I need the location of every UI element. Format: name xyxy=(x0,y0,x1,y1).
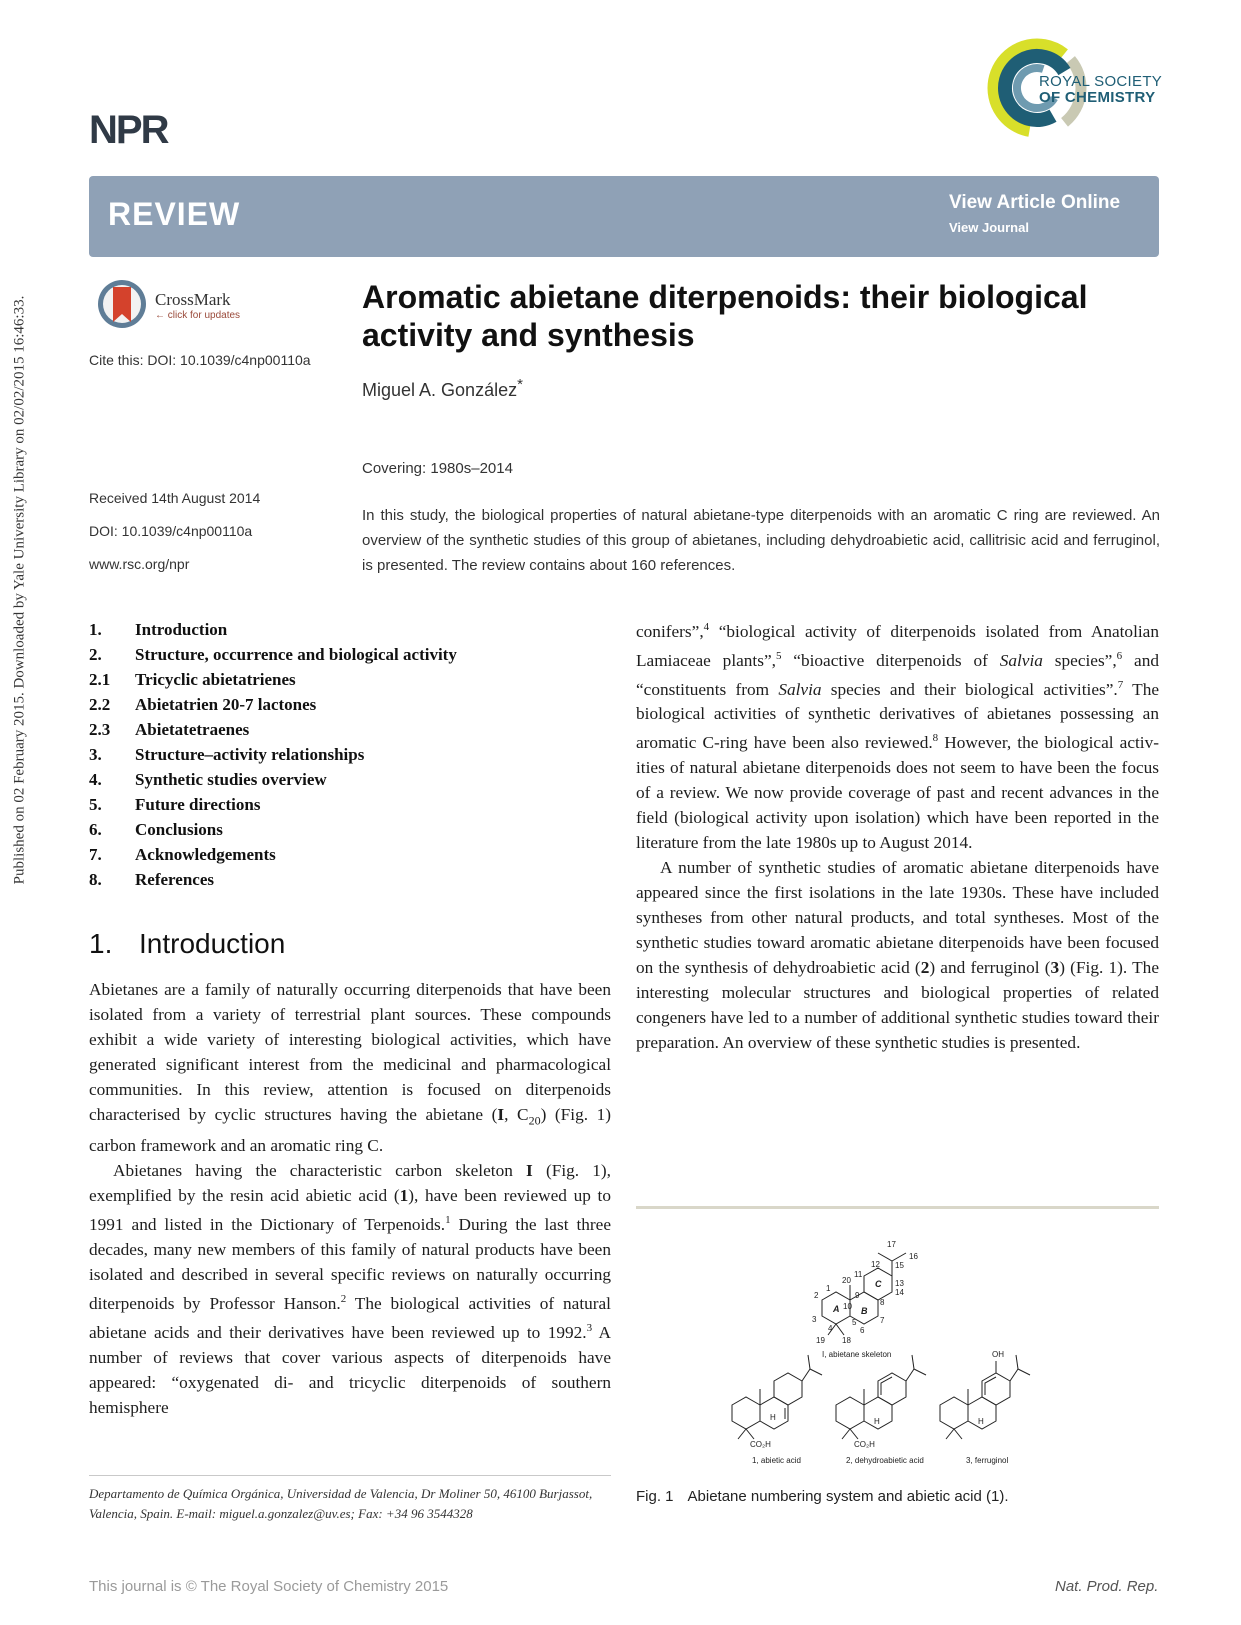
author-affiliation-footnote: Departamento de Química Orgánica, Universidad de Valencia, Dr Moliner 50, 46100 Burjassot, Valencia, Spain. E-mail: miguel.a.gonzalez@uv.es; Fax: +34 96 3544328 xyxy=(89,1486,593,1521)
body-paragraph: Abietanes are a family of naturally occurring diterpenoids that have been isolated from a variety of terrestrial plant sources. These compounds exhibit a wide variety of interesting biological activities, which have generated significant interest from the medicinal and pharmacological communities. In this review, attention is focused on diterpenoids characterised by cyclic structures having the abietane (I, $C_{20}$) (Fig. 1) carbon framework and an aromatic ring C. xyxy=(89,980,612,1156)
atom-number: 14 xyxy=(895,1288,904,1297)
toc-number: 6. xyxy=(89,820,102,839)
rsc-logo-line2: OF CHEMISTRY xyxy=(1039,89,1156,106)
toc-label: Conclusions xyxy=(135,820,223,839)
cite-doi: DOI: 10.1039/c4np00110a xyxy=(147,352,311,368)
skeleton-label: I, abietane skeleton xyxy=(822,1350,892,1359)
footer-copyright: This journal is © The Royal Society of Chemistry 2015 xyxy=(89,1578,449,1595)
crossmark-icon xyxy=(96,278,148,330)
toc-number: 7. xyxy=(89,845,102,864)
section-number: 1. xyxy=(89,928,113,959)
toc-label: Abietatrien 20-7 lactones xyxy=(135,695,317,714)
crossmark-subtitle: ← click for updates xyxy=(155,310,241,321)
toc-label: Abietatetraenes xyxy=(135,720,250,739)
atom-number: 2 xyxy=(814,1291,819,1300)
crossmark-title: CrossMark xyxy=(155,290,231,309)
body-text-left-column xyxy=(89,977,611,1420)
figure-caption xyxy=(636,1488,1009,1505)
carboxyl-label: CO₂H xyxy=(854,1440,875,1449)
figure-1-structures xyxy=(730,1225,1070,1475)
journal-abbreviation: NPR xyxy=(89,108,168,152)
crossmark-badge[interactable] xyxy=(96,278,246,334)
figure-caption-text: Abietane numbering system and abietic acid (1). xyxy=(687,1488,1009,1505)
compound-label: 1, abietic acid xyxy=(752,1456,801,1465)
carboxyl-label: CO₂H xyxy=(750,1440,771,1449)
toc-label: Introduction xyxy=(135,620,228,639)
toc-number: 2.3 xyxy=(89,720,111,739)
toc-item[interactable] xyxy=(89,692,609,717)
toc-label: Acknowledgements xyxy=(135,845,276,864)
ferruginol-bonds xyxy=(940,1355,1030,1439)
received-date: Received 14th August 2014 xyxy=(89,490,261,506)
atom-number: 16 xyxy=(909,1252,918,1261)
table-of-contents xyxy=(89,617,609,892)
body-paragraph: Abietanes having the characteristic carbon skeleton I (Fig. 1), exemplified by the resin acid abietic acid (1), have been reviewed up to 1991 and listed in the Dictionary of Terpenoids.$^1$ During the last three decades, many new members of this family of natural products have been isolated and described in several specific reviews on naturally occurring diterpenoids by Professor Hanson.$^2$ The biological activities of natural abietane acids and their derivatives have been reviewed up to 1992.$^3$ A number of reviews that cover various aspects of diterpenoids have appeared: “oxygenated di- and tricyclic diterpenoids of southern hemisphere xyxy=(89,1161,612,1417)
rsc-logo-text xyxy=(1039,74,1162,106)
atom-number: 6 xyxy=(860,1326,865,1335)
view-article-online-link[interactable]: View Article Online xyxy=(949,192,1121,213)
dehydroabietic-acid-bonds xyxy=(836,1355,926,1439)
figure-divider xyxy=(636,1206,1159,1209)
atom-number: 18 xyxy=(842,1336,851,1345)
toc-label: Tricyclic abietatrienes xyxy=(135,670,296,689)
author-name: Miguel A. González xyxy=(362,380,518,400)
footer-journal-name: Nat. Prod. Rep. xyxy=(1055,1578,1159,1595)
toc-item[interactable] xyxy=(89,842,609,867)
toc-number: 1. xyxy=(89,620,102,639)
cite-this xyxy=(89,352,311,368)
chemical-structures xyxy=(730,1225,1070,1475)
atom-number: 9 xyxy=(855,1291,860,1300)
atom-number: 13 xyxy=(895,1279,904,1288)
toc-number: 2.1 xyxy=(89,670,111,689)
toc-number: 2.2 xyxy=(89,695,111,714)
atom-number: 15 xyxy=(895,1261,904,1270)
toc-item[interactable] xyxy=(89,642,609,667)
body-paragraph: conifers”,$^4$ “biological activity of diterpenoids isolated from Anatolian Lamiaceae plants”,$^5$ “bioactive diterpenoids of Salvia species”,$^6$ and “constituents from Salvia species and their biological activities”.$^7$ The biological activities of synthetic derivatives of abietanes possessing an aromatic C-ring have been also reviewed.$^8$ However, the biological activities of natural abietane diterpenoids does not seem to have been the focus of a review. We now provide coverage of past and recent advances in the field (biological activity upon isolation) which have been reported in the literature from the late 1980s up to August 2014. xyxy=(636,621,1160,853)
download-note xyxy=(0,0,40,1000)
ring-label: A xyxy=(833,1304,840,1314)
view-journal-link[interactable]: View Journal xyxy=(949,220,1029,235)
atom-number: 10 xyxy=(843,1302,852,1311)
cite-label: Cite this: xyxy=(89,352,144,368)
abietic-acid-bonds xyxy=(732,1355,822,1439)
toc-item[interactable] xyxy=(89,767,609,792)
section-title: Introduction xyxy=(139,928,286,959)
hydroxyl-label: OH xyxy=(992,1350,1004,1359)
atom-number: 5 xyxy=(852,1318,857,1327)
toc-item[interactable] xyxy=(89,742,609,767)
atom-number: 17 xyxy=(887,1240,896,1249)
h-label: H xyxy=(770,1413,776,1422)
covering-period: Covering: 1980s–2014 xyxy=(362,460,513,477)
toc-label: Structure, occurrence and biological activity xyxy=(135,645,457,664)
h-label: H xyxy=(874,1417,880,1426)
doi: DOI: 10.1039/c4np00110a xyxy=(89,523,253,539)
atom-number: 12 xyxy=(871,1260,880,1269)
author-mark: * xyxy=(517,376,523,393)
atom-number: 19 xyxy=(816,1336,825,1345)
body-paragraph: A number of synthetic studies of aromatic abietane diterpenoids have appeared since the first isolations in the late 1930s. These have included syntheses from other natural products, and total syntheses. Most of the synthetic studies toward aromatic abietane diterpenoids have been focused on the synthesis of dehydroabietic acid (2) and ferruginol (3) (Fig. 1). The interesting molecular structures and biological properties of related congeners have led to a number of additional synthetic studies toward their preparation. An overview of these synthetic studies is presented. xyxy=(636,858,1159,1053)
section-heading-introduction xyxy=(89,928,285,960)
compound-label: 3, ferruginol xyxy=(966,1456,1009,1465)
toc-item[interactable] xyxy=(89,617,609,642)
abstract: In this study, the biological properties of natural abietane-type diterpenoids with an aromatic C ring are reviewed. An overview of the synthetic studies of this group of abietanes, including dehydroabietic acid, callitrisic acid and ferruginol, is presented. The review contains about 160 references. xyxy=(362,507,1160,574)
toc-number: 8. xyxy=(89,870,102,889)
toc-label: Structure–activity relationships xyxy=(135,745,365,764)
figure-caption-label: Fig. 1 xyxy=(636,1488,674,1505)
abietane-skeleton-bonds xyxy=(822,1253,906,1335)
journal-website-link[interactable]: www.rsc.org/npr xyxy=(89,556,190,572)
article-title: Aromatic abietane diterpenoids: their biological activity and synthesis xyxy=(362,279,1088,353)
toc-number: 5. xyxy=(89,795,102,814)
h-label: H xyxy=(978,1417,984,1426)
body-text-right-column xyxy=(636,615,1159,1055)
atom-number: 7 xyxy=(880,1316,885,1325)
article-type-label: REVIEW xyxy=(108,196,241,232)
toc-label: References xyxy=(135,870,214,889)
toc-item[interactable] xyxy=(89,717,609,742)
atom-number: 4 xyxy=(828,1324,833,1333)
toc-number: 2. xyxy=(89,645,102,664)
download-note-text: Published on 02 February 2015. Downloaded by Yale University Library on 02/02/2015 16:46:33. xyxy=(11,295,28,885)
article-type-banner xyxy=(89,176,1159,257)
toc-label: Future directions xyxy=(135,795,261,814)
compound-label: 2, dehydroabietic acid xyxy=(846,1456,924,1465)
rsc-logo-line1: ROYAL SOCIETY xyxy=(1039,73,1163,90)
atom-number: 8 xyxy=(880,1298,885,1307)
toc-number: 4. xyxy=(89,770,102,789)
author xyxy=(362,376,523,401)
toc-item[interactable] xyxy=(89,817,609,842)
toc-item[interactable] xyxy=(89,667,609,692)
footnote-divider xyxy=(89,1475,611,1476)
toc-label: Synthetic studies overview xyxy=(135,770,327,789)
atom-number: 1 xyxy=(826,1284,831,1293)
ring-label: B xyxy=(861,1306,868,1316)
rsc-logo xyxy=(985,30,1185,148)
toc-item[interactable] xyxy=(89,867,609,892)
ring-label: C xyxy=(875,1279,882,1289)
crossmark-subtitle-text: click for updates xyxy=(167,310,241,321)
atom-number: 3 xyxy=(812,1315,817,1324)
atom-number: 20 xyxy=(842,1276,851,1285)
atom-number: 11 xyxy=(854,1270,863,1279)
toc-number: 3. xyxy=(89,745,102,764)
toc-item[interactable] xyxy=(89,792,609,817)
